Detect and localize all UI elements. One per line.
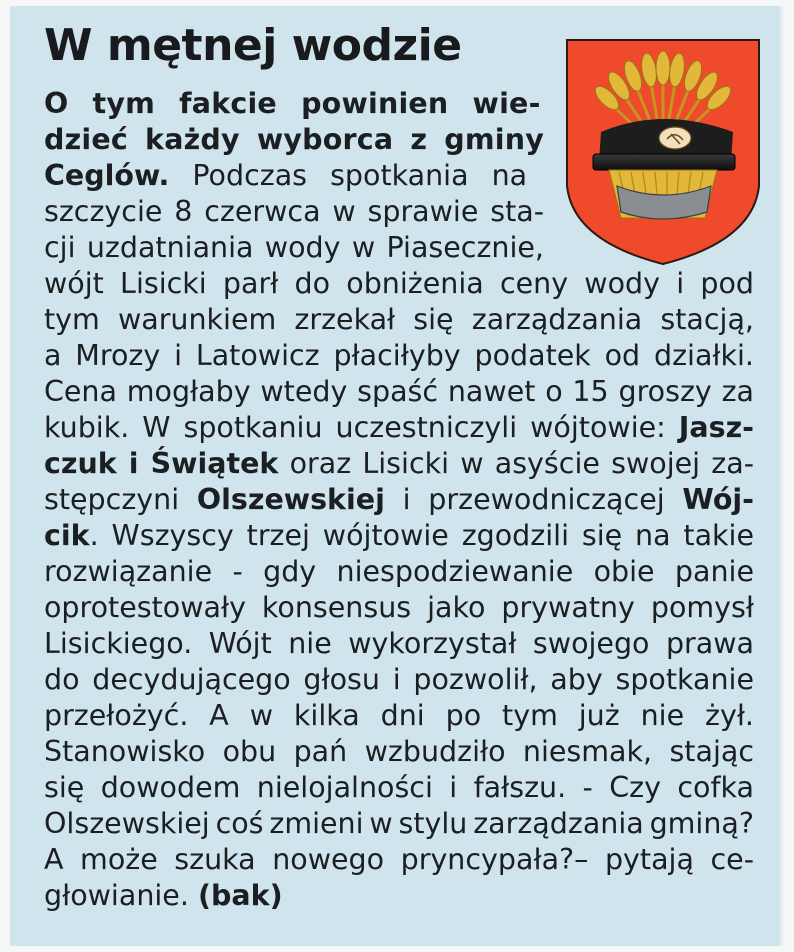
body-text: wójt Lisicki parł do obniżenia ceny wody i pod bbox=[44, 267, 754, 300]
body-text: . Wszyscy trzej wójtowie zgodzili się na takie bbox=[89, 519, 754, 552]
article-line bbox=[44, 230, 544, 266]
article-line bbox=[44, 374, 754, 410]
article-line bbox=[44, 806, 754, 842]
body-text: cji uzdatniania wody w Piasecznie, bbox=[44, 231, 544, 264]
bold-text: Ceglów. bbox=[44, 159, 170, 192]
article-line bbox=[44, 338, 754, 374]
article-line bbox=[44, 302, 754, 338]
article-line bbox=[44, 410, 754, 446]
article-title: W mętnej wodzie bbox=[44, 20, 462, 71]
bold-text: Olszewskiej bbox=[196, 483, 385, 516]
article-line bbox=[44, 878, 283, 914]
bold-text: O tym fakcie powinien wie- bbox=[44, 87, 541, 120]
body-text: stępczyni bbox=[44, 483, 197, 516]
body-text: i przewodniczącej bbox=[384, 483, 683, 516]
bold-text: Jasz- bbox=[678, 411, 754, 444]
body-text: się dowodem nielojalności i fałszu. - Czy cofka bbox=[44, 771, 754, 804]
body-text: Stanowisko obu pań wzbudziło niesmak, stając bbox=[44, 735, 754, 768]
article-line bbox=[44, 266, 754, 302]
article-line bbox=[44, 482, 754, 518]
article-page bbox=[10, 6, 783, 946]
bold-text: czuk i Świątek bbox=[44, 447, 279, 480]
body-text: oprotestowały konsensus jako prywatny pomysł bbox=[44, 591, 754, 624]
body-text: kubik. W spotkaniu uczestniczyli wójtowie: bbox=[44, 411, 679, 444]
article-line bbox=[44, 590, 754, 626]
bold-text: (bak) bbox=[197, 879, 283, 912]
article-line bbox=[44, 122, 544, 158]
article-line bbox=[44, 554, 754, 590]
body-text: Lisickiego. Wójt nie wykorzystał swojego prawa bbox=[44, 627, 754, 660]
body-text: do decydującego głosu i pozwolił, aby spotkanie bbox=[44, 663, 754, 696]
article-line bbox=[44, 86, 541, 122]
article-line bbox=[44, 662, 754, 698]
body-text: oraz Lisicki w asyście swojej za- bbox=[278, 447, 754, 480]
body-text: szczycie 8 czerwca w sprawie sta- bbox=[44, 195, 544, 228]
body-text: Podczas spotkania na bbox=[169, 159, 528, 192]
article-line bbox=[44, 626, 754, 662]
article-line bbox=[44, 194, 544, 230]
article-line bbox=[44, 842, 754, 878]
article-line bbox=[44, 770, 754, 806]
article-line bbox=[44, 518, 754, 554]
article-line bbox=[44, 446, 754, 482]
bold-text: dzieć każdy wyborca z gminy bbox=[44, 123, 544, 156]
body-text: Olszewskiej coś zmieni w stylu zarządzania gminą? bbox=[44, 807, 754, 840]
body-text: Cena mogłaby wtedy spaść nawet o 15 groszy za bbox=[44, 375, 754, 408]
article-line bbox=[44, 158, 527, 194]
body-text: tym warunkiem zrzekał się zarządzania stacją, bbox=[44, 303, 754, 336]
article-line bbox=[44, 734, 754, 770]
bold-text: Wój- bbox=[682, 483, 755, 516]
body-text: rozwiązanie - gdy niespodziewanie obie panie bbox=[44, 555, 754, 588]
body-text: głowianie. bbox=[44, 879, 198, 912]
body-text: A może szuka nowego pryncypała?– pytają ce- bbox=[44, 843, 754, 876]
bold-text: cik bbox=[44, 519, 90, 552]
body-text: przełożyć. A w kilka dni po tym już nie żył. bbox=[44, 699, 754, 732]
article-line bbox=[44, 698, 754, 734]
coat-of-arms-emblem bbox=[563, 36, 763, 268]
body-text: a Mrozy i Latowicz płaciłyby podatek od działki. bbox=[44, 339, 754, 372]
